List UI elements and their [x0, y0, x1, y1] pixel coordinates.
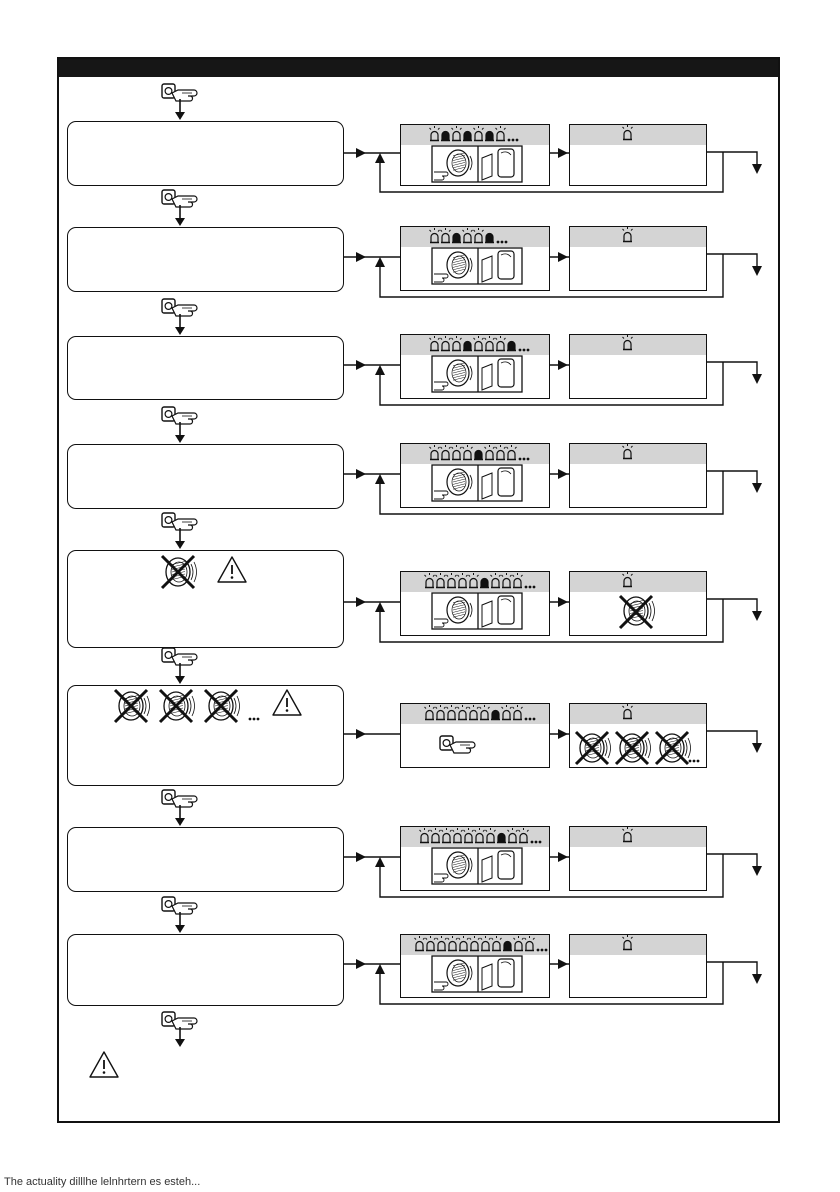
- keyfob-card-illustration: [432, 146, 522, 182]
- push-button-icon: [162, 513, 197, 530]
- lamp-lit-icon: [514, 936, 524, 951]
- lamp-lit-icon: [426, 936, 436, 951]
- lamp-lit-icon: [492, 936, 502, 951]
- lamp-lit-icon: [485, 445, 495, 460]
- lamp-lit-icon: [463, 445, 473, 460]
- push-button-icon: [162, 190, 197, 207]
- lamp-lit-icon: [441, 445, 451, 460]
- lamp-lit-icon: [458, 573, 468, 588]
- keyfob-card-illustration: [432, 848, 522, 884]
- lamp-lit-icon: [430, 228, 440, 243]
- down-arrow-icon: [175, 528, 185, 549]
- lamp-lit-icon: [474, 126, 484, 141]
- lamp-lit-icon: [623, 827, 633, 842]
- down-arrow-icon: [175, 99, 185, 120]
- lamp-lit-icon: [496, 445, 506, 460]
- keyfob-card-illustration: [432, 248, 522, 284]
- keyfob-icon: [164, 692, 195, 720]
- push-button-icon: [162, 1012, 197, 1029]
- keyfob-icon: [580, 734, 611, 762]
- ellipsis-icon: [525, 718, 536, 721]
- keyfob-icon: [119, 692, 150, 720]
- lamp-off-icon: [491, 711, 500, 720]
- keyfob-icon: [660, 734, 691, 762]
- keyfob-icon: [166, 558, 197, 586]
- down-arrow-icon: [175, 912, 185, 933]
- lamp-lit-icon: [507, 445, 517, 460]
- flow-step-1: [162, 84, 762, 192]
- lamp-lit-icon: [475, 828, 485, 843]
- lamp-lit-icon: [425, 705, 435, 720]
- lamp-lit-icon: [463, 228, 473, 243]
- ellipsis-icon: [519, 458, 530, 461]
- lamp-lit-icon: [436, 705, 446, 720]
- lamp-lit-icon: [442, 828, 452, 843]
- lamp-lit-icon: [469, 705, 479, 720]
- push-button-icon: [162, 84, 197, 101]
- lamp-lit-icon: [513, 705, 523, 720]
- lamp-lit-icon: [502, 573, 512, 588]
- lamp-off-icon: [474, 451, 483, 460]
- flow-step-4: [162, 407, 762, 514]
- lamp-lit-icon: [430, 445, 440, 460]
- lamp-lit-icon: [508, 828, 518, 843]
- lamp-lit-icon: [469, 573, 479, 588]
- lamp-lit-icon: [459, 936, 469, 951]
- lamp-lit-icon: [474, 336, 484, 351]
- lamp-lit-icon: [420, 828, 430, 843]
- flow-step-6: [115, 648, 762, 764]
- flow-step-2: [162, 190, 762, 297]
- lamp-off-icon: [441, 132, 450, 141]
- keyfob-card-illustration: [432, 593, 522, 629]
- lamp-lit-icon: [491, 573, 501, 588]
- lamp-lit-icon: [430, 126, 440, 141]
- lamp-off-icon: [485, 132, 494, 141]
- warning-triangle-icon: [90, 1052, 118, 1077]
- lamp-lit-icon: [502, 705, 512, 720]
- lamp-lit-icon: [623, 125, 633, 140]
- ellipsis-icon: [531, 841, 542, 844]
- ellipsis-icon: [525, 586, 536, 589]
- lamp-off-icon: [480, 579, 489, 588]
- lamp-lit-icon: [481, 936, 491, 951]
- lamp-off-icon: [485, 234, 494, 243]
- lamp-off-icon: [463, 132, 472, 141]
- lamp-lit-icon: [430, 336, 440, 351]
- ellipsis-icon: [689, 760, 700, 763]
- down-arrow-icon: [175, 805, 185, 826]
- ellipsis-icon: [519, 349, 530, 352]
- lamp-lit-icon: [453, 828, 463, 843]
- lamp-lit-icon: [623, 444, 633, 459]
- warning-triangle-icon: [218, 557, 246, 582]
- lamp-lit-icon: [441, 336, 451, 351]
- down-arrow-icon: [175, 422, 185, 443]
- push-button-icon: [162, 299, 197, 316]
- push-button-icon: [162, 790, 197, 807]
- flow-step-3: [162, 299, 762, 405]
- keyfob-card-illustration: [432, 465, 522, 501]
- footer-text: The actuality dilllhe lelnhrtern es esteh...: [4, 1176, 201, 1188]
- lamp-lit-icon: [623, 704, 633, 719]
- lamp-lit-icon: [437, 936, 447, 951]
- push-button-icon: [162, 648, 197, 665]
- flow-step-5: [162, 513, 762, 642]
- down-arrow-icon: [175, 1027, 185, 1047]
- lamp-lit-icon: [458, 705, 468, 720]
- push-button-icon: [440, 736, 475, 753]
- lamp-lit-icon: [623, 572, 633, 587]
- down-arrow-icon: [175, 663, 185, 684]
- lamp-lit-icon: [447, 705, 457, 720]
- lamp-off-icon: [507, 342, 516, 351]
- lamp-lit-icon: [485, 336, 495, 351]
- down-arrow-icon: [175, 205, 185, 226]
- lamp-lit-icon: [496, 126, 506, 141]
- lamp-lit-icon: [425, 573, 435, 588]
- flow-step-8: [162, 897, 762, 1004]
- lamp-off-icon: [503, 942, 512, 951]
- lamp-lit-icon: [480, 705, 490, 720]
- ellipsis-icon: [508, 139, 519, 142]
- warning-triangle-icon: [273, 690, 301, 715]
- keyfob-icon: [209, 692, 240, 720]
- push-button-icon: [162, 407, 197, 424]
- lamp-lit-icon: [452, 445, 462, 460]
- ellipsis-icon: [497, 241, 508, 244]
- lamp-lit-icon: [415, 936, 425, 951]
- lamp-lit-icon: [525, 936, 535, 951]
- lamp-lit-icon: [431, 828, 441, 843]
- lamp-lit-icon: [496, 336, 506, 351]
- flow-step-7: [162, 790, 762, 897]
- lamp-lit-icon: [436, 573, 446, 588]
- keyfob-card-illustration: [432, 956, 522, 992]
- lamp-lit-icon: [486, 828, 496, 843]
- lamp-lit-icon: [448, 936, 458, 951]
- down-arrow-icon: [175, 314, 185, 335]
- ellipsis-icon: [537, 949, 548, 952]
- lamp-lit-icon: [513, 573, 523, 588]
- lamp-lit-icon: [464, 828, 474, 843]
- ellipsis-icon: [249, 718, 260, 721]
- lamp-lit-icon: [623, 935, 633, 950]
- keyfob-card-illustration: [432, 356, 522, 392]
- lamp-lit-icon: [623, 335, 633, 350]
- lamp-lit-icon: [447, 573, 457, 588]
- lamp-off-icon: [463, 342, 472, 351]
- lamp-lit-icon: [452, 336, 462, 351]
- lamp-lit-icon: [470, 936, 480, 951]
- lamp-off-icon: [497, 834, 506, 843]
- lamp-lit-icon: [474, 228, 484, 243]
- lamp-off-icon: [452, 234, 461, 243]
- lamp-lit-icon: [623, 227, 633, 242]
- lamp-lit-icon: [452, 126, 462, 141]
- push-button-icon: [162, 897, 197, 914]
- lamp-lit-icon: [441, 228, 451, 243]
- keyfob-icon: [620, 734, 651, 762]
- lamp-lit-icon: [519, 828, 529, 843]
